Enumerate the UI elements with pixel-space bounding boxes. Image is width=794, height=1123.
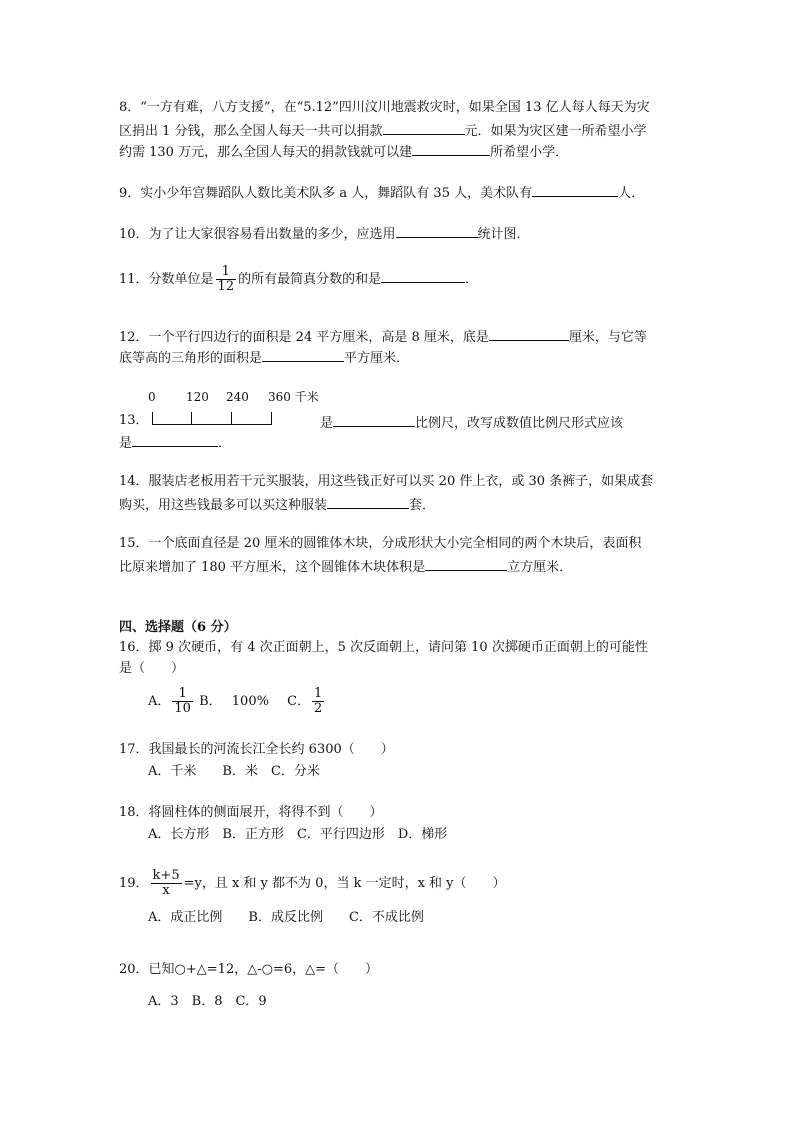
- q16-optC-fraction[interactable]: [312, 687, 324, 716]
- q11-blank[interactable]: [381, 269, 465, 283]
- q14-line1: 14．服装店老板用若干元买服装，用这些钱正好可以买 20 件上衣，或 30 条裤子，如果成套: [119, 474, 654, 489]
- q17-options[interactable]: A．千米 B．米 C．分米: [148, 764, 320, 779]
- scale-segment-3: [231, 412, 272, 425]
- q16-optA-num: 1: [178, 686, 187, 701]
- q19-frac-den: x: [151, 883, 182, 898]
- q8-line2-text-a: 区捐出 1 分钱，那么全国人每天一共可以捐款: [119, 124, 383, 139]
- q12-blank1[interactable]: [489, 327, 569, 341]
- q15-line2-text-b: 立方厘米．: [507, 560, 573, 575]
- q8-line3: [119, 142, 568, 161]
- q8-line1: 8．“一方有难，八方支援”，在“5.12”四川汶川地震救灾时，如果全国 13 亿人每人每天为灾: [119, 100, 650, 115]
- q9-text-b: 人．: [618, 186, 645, 201]
- q12-blank2[interactable]: [262, 348, 344, 362]
- q19-stem: [119, 869, 506, 898]
- q13-text-a: 是: [320, 416, 334, 431]
- scale-label-0: 0: [148, 390, 156, 404]
- q11-text-a: 11．分数单位是: [119, 272, 214, 287]
- q16-optA-label: A．: [148, 694, 171, 709]
- q8-blank2[interactable]: [412, 142, 490, 156]
- q13-blank2[interactable]: [132, 433, 218, 447]
- q12-line1-text-b: 厘米，与它等: [568, 330, 647, 345]
- q15-blank[interactable]: [425, 557, 507, 571]
- q12-line2-text-a: 底等高的三角形的面积是: [119, 351, 263, 366]
- q12-line1: [119, 327, 647, 346]
- q13-text-b: 比例尺，改写成数值比例尺形式应该: [415, 416, 624, 431]
- q11-text-b: 的所有最简真分数的和是: [238, 272, 382, 287]
- section4-title: 四、选择题（6 分）: [119, 620, 237, 635]
- q8-line3-text-b: 所希望小学．: [490, 145, 569, 160]
- q20-stem: 20．已知○+△=12，△-○=6，△=（ ）: [119, 962, 378, 977]
- q19-rest: =y，且 x 和 y 都不为 0，当 k 一定时，x 和 y（ ）: [183, 876, 506, 891]
- q15-line2: [119, 557, 572, 576]
- q8-blank1[interactable]: [383, 121, 465, 135]
- q13-text-d: ．: [218, 436, 232, 451]
- q19-fraction: [151, 869, 182, 898]
- q11-text-c: ．: [465, 272, 479, 287]
- scale-segment-1: [152, 412, 192, 425]
- q13-num: 13．: [119, 413, 149, 428]
- q16-optC-label: C．: [287, 694, 311, 709]
- q19-options[interactable]: A．成正比例 B．成反比例 C．不成比例: [148, 910, 424, 925]
- scale-label-120: 120: [186, 390, 209, 404]
- q11-frac-den: 12: [217, 279, 235, 294]
- q17-stem: 17．我国最长的河流长江全长约 6300（ ）: [119, 742, 394, 757]
- q18-stem: 18．将圆柱体的侧面展开，将得不到（ ）: [119, 805, 383, 820]
- q12-line2: [119, 348, 409, 367]
- q14-blank[interactable]: [327, 495, 409, 509]
- q12-line1-text-a: 12．一个平行四边行的面积是 24 平方厘米，高是 8 厘米，底是: [119, 330, 489, 345]
- q9-blank[interactable]: [532, 183, 618, 197]
- q8-line2-text-b: 元．如果为灾区建一所希望小学: [464, 124, 647, 139]
- q16-optB-value[interactable]: 100%: [231, 694, 269, 709]
- q14-line2-text-a: 购买，用这些钱最多可以买这种服装: [119, 498, 328, 513]
- q20-options[interactable]: A．3 B．8 C．9: [148, 994, 267, 1009]
- q16-line2: 是（ ）: [119, 661, 185, 676]
- q13-blank1[interactable]: [333, 413, 415, 427]
- q10-text-b: 统计图．: [477, 227, 530, 242]
- q15-line1: 15．一个底面直径是 20 厘米的圆锥体木块，分成形状大小完全相同的两个木块后，表面积: [119, 536, 642, 551]
- q8-line3-text-a: 约需 130 万元，那么全国人每天的捐款钱就可以建: [119, 145, 413, 160]
- q9: [119, 183, 644, 202]
- q16-optC-den: 2: [314, 701, 323, 716]
- q8-line2: [119, 121, 647, 140]
- q10-text-a: 10．为了让大家很容易看出数量的多少，应选用: [119, 227, 396, 242]
- q13-line1: [320, 413, 623, 432]
- q14-line2: [119, 495, 435, 514]
- q13-text-c: 是: [119, 436, 133, 451]
- q16-line1: 16．掷 9 次硬币，有 4 次正面朝上，5 次反面朝上，请问第 10 次掷硬币正面朝上的可能性: [119, 640, 648, 655]
- q16-optA-fraction[interactable]: [172, 687, 193, 716]
- q12-line2-text-b: 平方厘米．: [344, 351, 410, 366]
- q15-line2-text-a: 比原来增加了 180 平方厘米，这个圆锥体木块体积是: [119, 560, 426, 575]
- q16-optB-label: B．: [199, 694, 222, 709]
- q10-blank[interactable]: [396, 224, 478, 238]
- q19-frac-num: k+5: [152, 868, 180, 883]
- q14-line2-text-b: 套．: [409, 498, 436, 513]
- scale-label-360: 360 千米: [268, 390, 319, 404]
- scale-segment-2: [191, 412, 232, 425]
- q10: [119, 224, 530, 243]
- q11-frac-num: 1: [221, 264, 230, 279]
- q9-text-a: 9．实小少年宫舞蹈队人数比美术队多 a 人，舞蹈队有 35 人，美术队有: [119, 186, 533, 201]
- q19-num: 19．: [119, 876, 149, 891]
- q16-optA-den: 10: [174, 701, 191, 716]
- q18-options[interactable]: A．长方形 B．正方形 C．平行四边形 D．梯形: [148, 827, 448, 842]
- q16-optC-num: 1: [314, 686, 323, 701]
- scale-label-240: 240: [226, 390, 249, 404]
- q13-line2: [119, 433, 231, 452]
- q11: [119, 265, 478, 294]
- q16-options: [148, 687, 326, 716]
- q11-fraction: [216, 265, 237, 294]
